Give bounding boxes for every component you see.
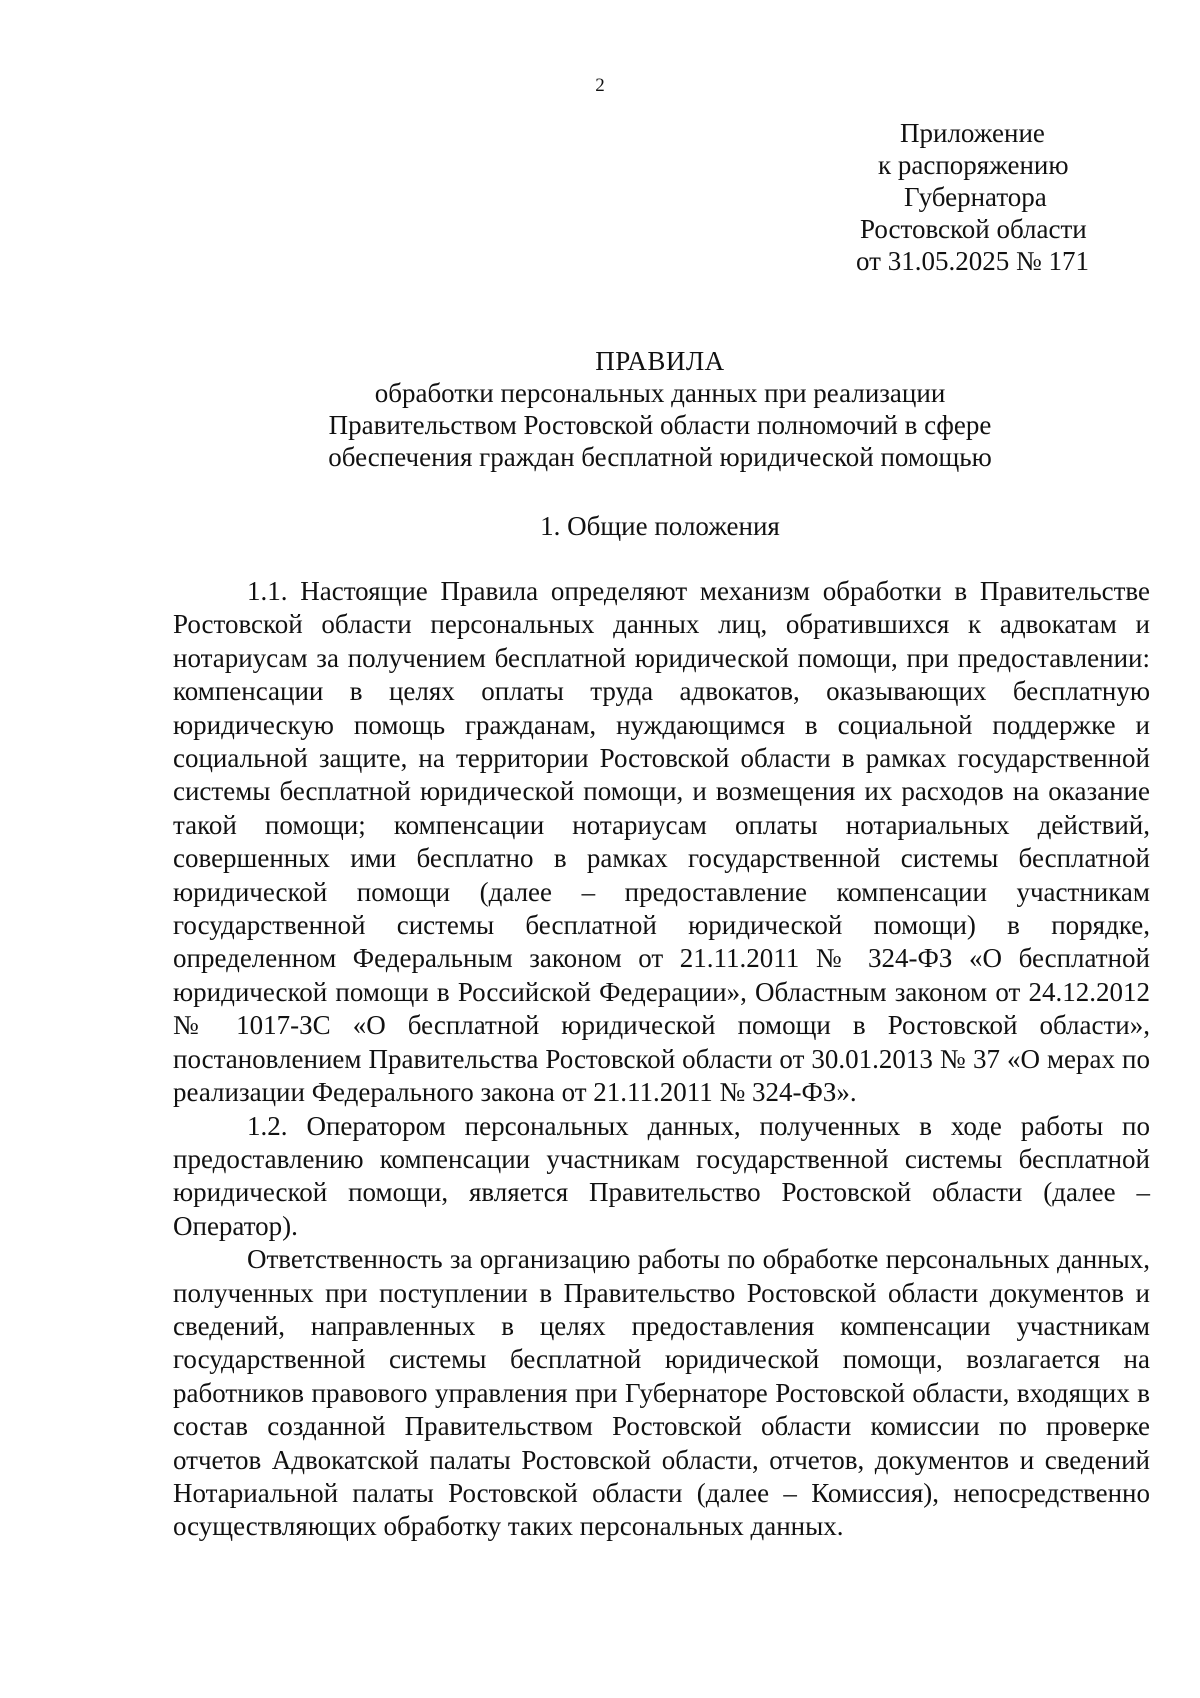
document-subtitle-line: обеспечения граждан бесплатной юридической помощью <box>328 442 992 472</box>
appendix-line: Губернатора <box>904 182 1047 212</box>
appendix-line: Приложение <box>900 118 1045 148</box>
document-subtitle-line: Правительством Ростовской области полномочий в сфере <box>328 410 992 440</box>
paragraph: 1.2. Оператором персональных данных, полученных в ходе работы по предоставлению компенсации участникам государственной системы бесплатной юридической помощи, является Правительство Ростовской области (далее – Оператор). <box>173 1110 1150 1241</box>
appendix-line: к распоряжению <box>878 150 1069 180</box>
paragraph: Ответственность за организацию работы по обработке персональных данных, полученных при поступлении в Правительство Ростовской области документов и сведений, направленных в целях предоставления компенсации участникам государственной системы бесплатной юридической помощи, возлагается на работников правового управления при Губернаторе Ростовской области, входящих в состав созданной Правительством Ростовской области комиссии по проверке отчетов Адвокатской палаты Ростовской области, отчетов, документов и сведений Нотариальной палаты Ростовской области (далее – Комиссия), непосредственно осуществляющих обработку таких персональных данных. <box>173 1244 1150 1542</box>
section-heading: 1. Общие положения <box>540 511 780 541</box>
paragraph: 1.1. Настоящие Правила определяют механизм обработки в Правительстве Ростовской области персональных данных лиц, обратившихся к адвокатам и нотариусам за получением бесплатной юридической помощи, при предоставлении: компенсации в целях оплаты труда адвокатов, оказывающих бесплатную юридическую помощь гражданам, нуждающимся в социальной поддержке и социальной защите, на территории Ростовской области в рамках государственной системы бесплатной юридической помощи, и возмещения их расходов на оказание такой помощи; компенсации нотариусам оплаты нотариальных действий, совершенных ими бесплатно в рамках государственной системы бесплатной юридической помощи (далее – предоставление компенсации участникам государственной системы бесплатной юридической помощи) в порядке, определенном Федеральным законом от 21.11.2011 № 324-ФЗ «О бесплатной юридической помощи в Российской Федерации», Областным законом от 24.12.2012 № 1017-ЗС «О бесплатной юридической помощи в Ростовской области», постановлением Правительства Ростовской области от 30.01.2013 № 37 «О мерах по реализации Федерального закона от 21.11.2011 № 324-ФЗ». <box>173 576 1150 1108</box>
document-title: ПРАВИЛА <box>595 346 725 376</box>
document-title-block <box>170 345 1150 473</box>
section-body <box>173 575 1150 1544</box>
appendix-line: от 31.05.2025 № 171 <box>856 246 1089 276</box>
appendix-block <box>830 117 1130 277</box>
document-subtitle-line: обработки персональных данных при реализации <box>374 378 946 408</box>
appendix-line: Ростовской области <box>860 214 1087 244</box>
page-number: 2 <box>595 75 605 96</box>
